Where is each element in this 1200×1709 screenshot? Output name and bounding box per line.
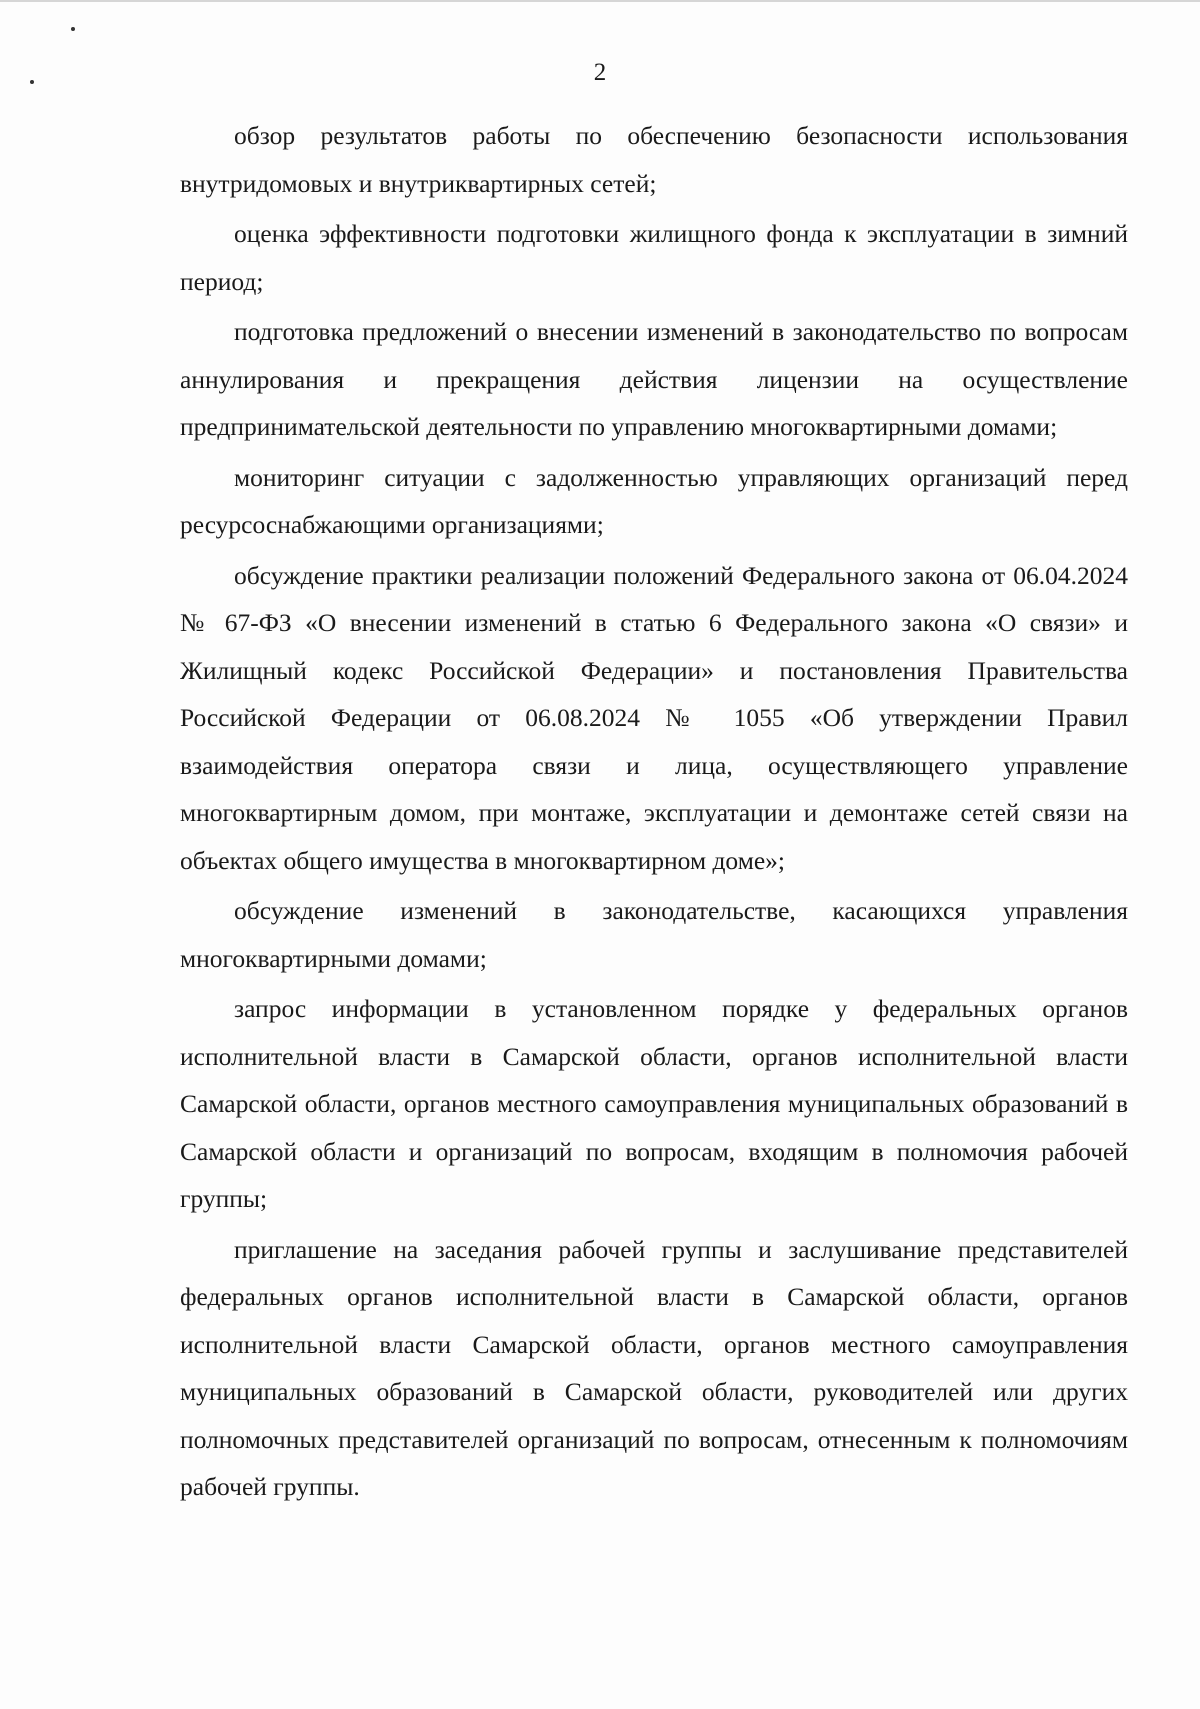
paragraph: подготовка предложений о внесении изменений в законодательство по вопросам аннулирования и прекращения действия лицензии на осуществление предпринимательской деятельности по управлению многоквартирными домами; [180,317,1128,441]
paragraph: обзор результатов работы по обеспечению безопасности использования внутридомовых и внутриквартирных сетей; [180,121,1128,198]
paragraph: приглашение на заседания рабочей группы и заслушивание представителей федеральных органов исполнительной власти в Самарской области, органов исполнительной власти Самарской области, органов местного самоуправления муниципальных образований в Самарской области, руководителей или других полномочных представителей организаций по вопросам, отнесенным к полномочиям рабочей группы. [180,1234,1128,1501]
scan-edge-line [0,0,1200,2]
paragraph: запрос информации в установленном порядке у федеральных органов исполнительной власти в Самарской области, органов исполнительной власти Самарской области, органов местного самоуправления муниципальных образований в Самарской области и организаций по вопросам, входящим в полномочия рабочей группы; [180,994,1128,1213]
scan-speck [71,27,75,31]
document-body [180,112,1128,1514]
page-number: 2 [593,59,607,86]
paragraph: обсуждение практики реализации положений Федерального закона от 06.04.2024 № 67-ФЗ «О внесении изменений в статью 6 Федерального закона «О связи» и Жилищный кодекс Российской Федерации» и постановления Правительства Российской Федерации от 06.08.2024 № 1055 «Об утверждении Правил взаимодействия оператора связи и лица, осуществляющего управление многоквартирным домом, при монтаже, эксплуатации и демонтаже сетей связи на объектах общего имущества в многоквартирном доме»; [180,560,1128,875]
paragraph: мониторинг ситуации с задолженностью управляющих организаций перед ресурсоснабжающими организациями; [180,462,1128,539]
paragraph: обсуждение изменений в законодательстве, касающихся управления многоквартирными домами; [180,896,1128,973]
paragraph: оценка эффективности подготовки жилищного фонда к эксплуатации в зимний период; [180,219,1128,296]
